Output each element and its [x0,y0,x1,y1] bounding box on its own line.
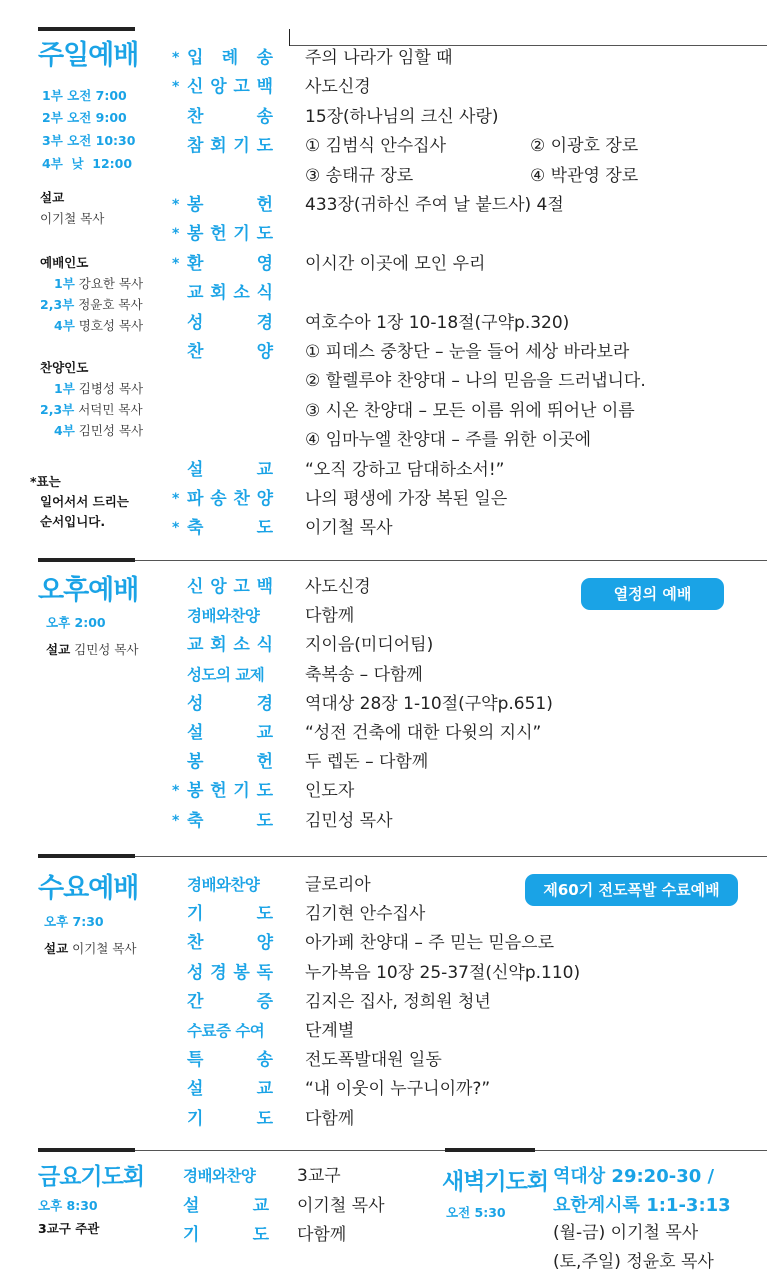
order-value: 이기철 목사 [297,1195,385,1216]
order-label-char: 고 [233,77,250,98]
order-item [0,191,767,220]
order-label-char: 송 [256,1050,273,1071]
order-value: 김지은 집사, 정희원 청년 [305,991,491,1012]
order-item [0,220,767,249]
order-label [187,807,273,836]
service-time: 오후 7:30 [44,914,104,929]
order-label-char: 식 [256,635,273,656]
section-top-bar [445,1148,535,1152]
service-time: 오후 8:30 [38,1198,98,1213]
order-label-char: 헌 [210,224,227,245]
order-label-char: 헌 [256,752,273,773]
service-time: 4부 낮 12:00 [42,156,133,171]
sermon-heading: 설교 [40,190,65,205]
leader-name: 강요한 목사 [78,276,144,291]
leader-name: 김병성 목사 [78,381,144,396]
order-value: 두 렙돈 – 다함께 [305,752,429,773]
order-label-char: 경 [256,693,273,714]
order-label-char: 성 [187,693,204,714]
standing-mark: * [172,491,180,507]
order-label [187,573,273,602]
order-item [0,988,767,1017]
order-label-char: 증 [256,991,273,1012]
order-label-char: 찬 [187,933,204,954]
order-label [187,279,273,308]
wednesday-title: 수요예배 [38,873,139,904]
order-label-char: 양 [256,489,273,509]
order-item [0,900,767,929]
order-label-char: 회 [210,635,227,656]
order-label-char: 도 [252,1225,269,1245]
section-top-bar [38,1148,135,1152]
order-label-char: 참 [187,136,204,157]
order-label-char: 성 [187,962,204,983]
standing-mark: * [172,50,180,66]
afternoon-title: 오후예배 [38,575,139,606]
order-label [187,777,273,806]
order-label-char: 고 [233,577,250,597]
order-label-char: 찬 [187,342,204,362]
order-value: 3교구 [297,1166,341,1186]
leader-part: 1부 [54,381,75,396]
order-value: “오직 강하고 담대하소서!” [305,459,505,480]
event-badge: 제60기 전도폭발 수료예배 [525,874,738,906]
section-top-bar [38,558,135,562]
order-label-char: 봉 [233,962,250,983]
order-item [0,871,767,900]
order-label [187,1017,273,1046]
service-time: 2부 오전 9:00 [42,110,127,125]
order-value: 사도신경 [305,577,371,597]
order-label [187,871,273,900]
service-time: 오후 2:00 [46,615,106,630]
sunday-title: 주일예배 [38,40,139,71]
order-label [187,900,273,929]
order-item [0,573,767,602]
order-label-char: 양 [256,342,273,362]
order-label-char: 회 [210,136,227,157]
order-label-char: 백 [256,577,273,597]
event-badge: 열정의 예배 [581,578,724,610]
order-label-char: 경배와찬양 [187,876,260,894]
order-label [187,456,273,485]
order-label-char: 교 [256,459,273,480]
order-label-char: 앙 [210,77,227,98]
order-label-char: 도 [256,781,273,802]
order-label-char: 기 [187,904,204,925]
order-label [187,988,273,1017]
order-value: ③ 시온 찬양대 – 모든 이름 위에 뛰어난 이름 [305,400,635,421]
order-value: 전도폭발대원 일동 [305,1050,442,1071]
order-item [0,73,767,102]
order-value: 지이음(미디어팀) [305,635,434,656]
leader-part: 2,3부 [40,297,75,312]
order-label-char: 기 [233,781,250,802]
order-label [187,73,273,102]
praise-heading: 찬양인도 [40,360,89,375]
order-value: 사도신경 [305,77,371,98]
order-item [0,690,767,719]
order-item [0,631,767,660]
order-value: 433장(귀하신 주여 날 붙드사) 4절 [305,195,564,215]
order-label [187,367,273,396]
order-value: 단계별 [305,1021,355,1041]
order-label-char: 헌 [256,195,273,215]
note-line: 일어서서 드리는 [40,494,129,509]
order-label-char: 수료증 수여 [187,1022,265,1040]
dawn-title: 새벽기도회 [442,1169,549,1195]
order-label-char: 경배와찬양 [183,1167,256,1185]
standing-mark: * [172,255,180,272]
section-top-bar [38,27,135,31]
order-value: 다함께 [297,1225,347,1245]
section-top-bar [38,854,135,858]
leader-part: 4부 [54,423,75,438]
order-label [187,485,273,514]
order-label-char: 도 [256,810,273,831]
sermon-speaker: 김민성 목사 [74,642,139,657]
order-value: 주의 나라가 임할 때 [305,48,453,68]
service-time: 3부 오전 10:30 [42,133,136,148]
order-label-char: 기 [183,1225,200,1245]
service-time: 오전 5:30 [446,1205,506,1220]
order-item [0,748,767,777]
order-item [0,929,767,958]
order-label-char: 교 [256,1079,273,1100]
leader-part: 1부 [54,276,75,291]
order-label [187,426,273,455]
order-label-char: 봉 [187,195,204,215]
order-label-char: 성 [187,312,204,333]
order-label [183,1192,269,1221]
order-label-char: 백 [256,77,273,98]
order-label-char: 환 [187,253,204,274]
order-label [187,1046,273,1075]
order-value: ① 김범식 안수집사 [305,136,447,157]
note-star: * [30,474,37,489]
section-divider [135,1150,445,1151]
order-label [183,1221,269,1250]
order-label [187,690,273,719]
order-value: 이시간 이곳에 모인 우리 [305,253,486,274]
order-label [187,631,273,660]
order-label-char: 신 [187,77,204,98]
order-label-char: 봉 [187,752,204,773]
order-label-char: 도 [256,904,273,925]
order-label-char: 도 [256,136,273,157]
order-label-char: 설 [187,459,204,480]
order-label [187,1075,273,1104]
order-label-char: 경배와찬양 [187,607,260,626]
leader-name: 서덕민 목사 [78,402,143,417]
order-value: ③ 송태규 장로 [305,165,414,186]
order-label-char: 교 [256,723,273,743]
order-label [183,1162,269,1191]
order-label [187,748,273,777]
order-label-char: 앙 [210,577,227,597]
order-label-char: 도 [256,518,273,539]
order-label-char: 헌 [210,781,227,802]
order-label-char: 식 [256,283,273,304]
sermon-heading: 설교 [44,941,69,956]
order-label-char: 회 [210,283,227,304]
order-item [0,279,767,308]
order-item [0,397,767,426]
order-value: 김기현 안수집사 [305,904,426,925]
order-item [0,103,767,132]
order-label-char: 특 [187,1050,204,1071]
order-value: “내 이웃이 누구니이까?” [305,1079,491,1100]
order-value: 15장(하나님의 크신 사랑) [305,106,499,127]
order-value: 인도자 [305,781,355,802]
order-label-char: 봉 [187,224,204,245]
order-label [187,1105,273,1134]
order-label-char: 송 [210,489,227,509]
leader-name: 김민성 목사 [78,423,144,438]
order-item [0,719,767,748]
dawn-weekday-leader: (월-금) 이기철 목사 [553,1223,699,1243]
order-label-char: 축 [187,518,204,539]
order-value-secondary: ④ 박관영 장로 [530,165,639,186]
order-label [187,103,273,132]
order-label-char: 소 [233,283,250,304]
order-label [187,602,273,631]
order-label [187,397,273,426]
dawn-scripture: 역대상 29:20-30 / [553,1166,715,1187]
order-label [187,514,273,543]
order-label [187,719,273,748]
order-label-char: 례 [221,48,239,68]
order-label-char: 교 [187,635,204,656]
friday-title: 금요기도회 [38,1164,145,1190]
order-label-char: 간 [187,991,204,1012]
order-label [187,661,273,690]
order-label-char: 기 [187,1108,204,1129]
order-value: ① 피데스 중창단 – 눈을 들어 세상 바라보라 [305,342,630,362]
order-item [0,959,767,988]
order-label-char: 설 [187,723,204,743]
order-label-char: 축 [187,810,204,831]
order-item [0,807,767,836]
standing-mark: * [172,812,180,829]
leader-name: 정윤호 목사 [78,297,143,312]
order-item [0,485,767,514]
order-label-char: 영 [256,253,273,274]
standing-mark: * [172,197,180,213]
order-value: 이기철 목사 [305,518,393,539]
order-value: 역대상 28장 1-10절(구약p.651) [305,693,553,714]
order-label-char: 신 [187,577,204,597]
service-time: 1부 오전 7:00 [42,88,127,103]
order-value: 글로리아 [305,875,371,895]
order-label [187,338,273,367]
order-label-char: 송 [256,48,273,68]
order-label-char: 성도의 교제 [187,665,265,684]
note-line: 순서입니다. [40,514,106,529]
order-item [0,367,767,396]
standing-mark: * [172,79,180,96]
order-value: 축복송 – 다함께 [305,664,423,685]
order-label [187,162,273,191]
order-item [0,602,767,631]
order-label-char: 기 [233,136,250,157]
order-item [0,1017,767,1046]
section-divider [135,560,767,561]
order-label [187,959,273,988]
standing-mark: * [172,783,180,800]
order-value: “성전 건축에 대한 다윗의 지시” [305,723,542,743]
order-label-char: 파 [187,489,204,509]
order-value: 여호수아 1장 10-18절(구약p.320) [305,312,570,333]
order-item [0,338,767,367]
order-label-char: 찬 [187,106,204,127]
order-label [187,309,273,338]
dawn-scripture: 요한계시록 1:1-3:13 [553,1195,731,1216]
note-line: 표는 [36,474,61,489]
order-label-char: 경 [210,962,227,983]
order-value: 아가페 찬양대 – 주 믿는 믿음으로 [305,933,555,954]
order-item [0,1105,767,1134]
order-label-char: 도 [256,224,273,245]
order-label-char: 양 [256,933,273,954]
order-label-char: 교 [252,1195,269,1216]
order-item [0,514,767,543]
leader-heading: 예배인도 [40,255,89,270]
order-label-char: 봉 [187,781,204,802]
order-item [0,309,767,338]
section-divider [135,856,767,857]
sermon-speaker: 이기철 목사 [40,211,105,226]
order-label-char: 찬 [233,489,250,509]
order-value: 다함께 [305,1108,355,1129]
order-item [0,456,767,485]
sermon-speaker: 이기철 목사 [72,941,137,956]
order-label-char: 소 [233,635,250,656]
host-note: 3교구 주관 [38,1221,100,1236]
order-label-char: 송 [256,106,273,127]
order-label-char: 독 [256,962,273,983]
order-value: 누가복음 10장 25-37절(신약p.110) [305,962,581,983]
order-value: 나의 평생에 가장 복된 일은 [305,489,508,509]
order-label [187,250,273,279]
order-item [0,1046,767,1075]
order-item [0,162,767,191]
order-label-char: 경 [256,312,273,333]
order-label [187,929,273,958]
order-item [0,777,767,806]
order-label [187,191,273,220]
order-value: ② 할렐루야 찬양대 – 나의 믿음을 드러냅니다. [305,371,646,392]
sermon-heading: 설교 [46,642,71,657]
standing-mark: * [172,226,180,243]
order-label [187,44,273,73]
standing-mark: * [172,520,180,537]
order-label-char: 설 [183,1195,200,1216]
leader-part: 2,3부 [40,402,75,417]
order-label-char: 도 [256,1108,273,1129]
order-label-char: 기 [233,224,250,245]
order-item [0,44,767,73]
leader-name: 명호성 목사 [78,318,144,333]
order-label [187,132,273,161]
leader-part: 4부 [54,318,75,333]
order-value: 다함께 [305,606,355,627]
order-label-char: 입 [187,48,204,68]
order-value: 김민성 목사 [305,810,393,831]
order-item [0,250,767,279]
order-value-secondary: ② 이광호 장로 [530,136,639,157]
order-label-char: 교 [187,283,204,304]
order-label [187,220,273,249]
order-item [0,132,767,161]
dawn-weekend-leader: (토,주일) 정윤호 목사 [553,1252,714,1272]
section-divider [535,1150,767,1151]
order-item [0,426,767,455]
order-item [0,1075,767,1104]
order-label-char: 설 [187,1079,204,1100]
order-item [0,661,767,690]
order-value: ④ 임마누엘 찬양대 – 주를 위한 이곳에 [305,430,592,451]
